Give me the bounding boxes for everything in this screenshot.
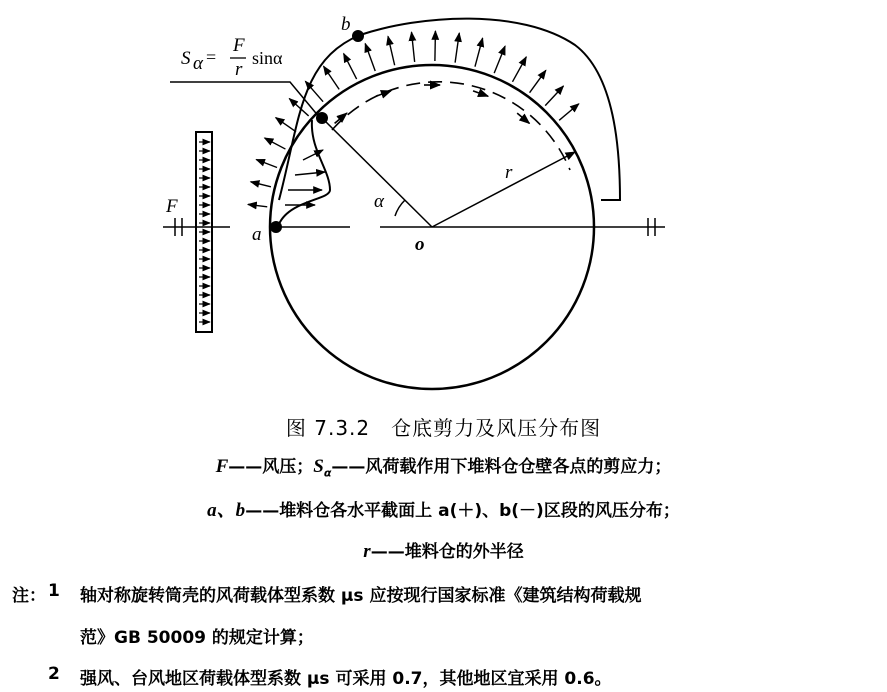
svg-text:α: α	[193, 53, 203, 74]
point-a	[270, 221, 282, 233]
pressure-arrow	[324, 66, 340, 89]
note-prefix: 注：	[12, 586, 46, 606]
pressure-arrow	[256, 160, 277, 168]
pressure-arrow	[475, 38, 483, 67]
svg-text:r: r	[235, 59, 243, 80]
pressure-envelope	[279, 19, 620, 200]
pressure-arrow	[530, 70, 546, 92]
shear-arrow	[517, 113, 529, 123]
pressure-arrow	[412, 32, 415, 62]
point-b	[352, 30, 364, 42]
label-a: a	[252, 224, 262, 245]
svg-text:sinα: sinα	[252, 48, 283, 68]
pressure-arrow	[248, 204, 267, 206]
point-s	[316, 112, 328, 124]
pressure-arrow	[494, 46, 505, 73]
shear-arrows	[332, 82, 570, 170]
figure-caption: 图 7.3.2 仓底剪力及风压分布图	[285, 416, 602, 440]
pressure-arrow	[305, 81, 323, 101]
shear-arrow	[473, 91, 488, 96]
pressure-arrow	[512, 57, 526, 82]
pressure-arrow	[265, 138, 286, 149]
radius-r-line	[432, 152, 575, 227]
shear-arrow	[376, 91, 391, 96]
note-1-line-2: 范》GB 50009 的规定计算；	[80, 628, 314, 648]
svg-text:F: F	[233, 35, 245, 56]
note-1-line-1: 轴对称旋转筒壳的风荷载体型系数 μs 应按现行国家标准《建筑结构荷载规	[80, 586, 642, 606]
legend-line-3: r——堆料仓的外半径	[363, 541, 524, 562]
label-F: F	[166, 196, 178, 217]
pressure-arrow	[344, 54, 357, 80]
pressure-arrow	[365, 44, 375, 72]
pressure-arrow	[295, 172, 325, 175]
formula-leader	[170, 82, 320, 118]
pressure-arrow	[435, 31, 436, 61]
shear-formula	[181, 35, 283, 80]
shear-arc	[332, 82, 570, 170]
legend-line-2: a、b——堆料仓各水平截面上 a(＋)、b(－)区段的风压分布；	[207, 500, 680, 521]
label-alpha: α	[374, 191, 384, 212]
legend-line-1: F——风压；$S_\alpha——$风荷载作用下堆料仓仓壁各点的剪应力；	[215, 456, 672, 480]
note-1-number: 1	[48, 581, 60, 601]
note-2-line-1: 强风、台风地区荷载体型系数 μs 可采用 0.7，其他地区宜采用 0.6。	[80, 669, 612, 689]
pressure-arrow	[251, 182, 271, 187]
wind-strip-hatching	[199, 142, 210, 322]
svg-text:=: =	[206, 47, 217, 67]
pressure-arrow	[388, 36, 395, 65]
pressure-arrow	[559, 104, 579, 121]
pressure-arrow	[545, 86, 563, 106]
note-2-number: 2	[48, 664, 60, 684]
pressure-arrow	[455, 33, 459, 63]
svg-text:S: S	[181, 48, 191, 69]
pressure-arrow	[276, 118, 296, 132]
label-o: o	[415, 234, 425, 255]
label-r: r	[505, 162, 513, 183]
label-b: b	[341, 14, 351, 35]
alpha-arc	[395, 200, 405, 216]
